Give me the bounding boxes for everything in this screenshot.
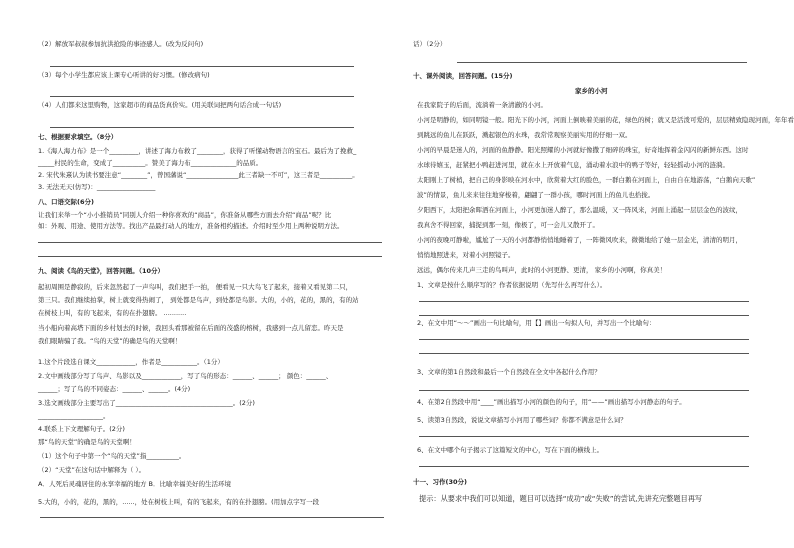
reading-line2: 第三只。我们继续拍掌，树上就变得热闹了， 到处都是鸟声，到处都是鸟影。大的，小的，花的，黑的，有的站: [38, 296, 359, 304]
q10-1: 1、文章是按什么顺序写的？作者依据说明（先写什么再写什么）。: [417, 281, 607, 289]
top-continuation: 话）（2分）: [413, 40, 447, 48]
q4-text: （4）人们都来这里购物，这家超市的商品货真价实。(用关联词把两句话合成一句话): [38, 101, 282, 109]
q9-4-option-a: A．人死后灵魂居住的永享幸福的地方 B．比喻幸福美好的生活环境: [38, 480, 231, 488]
s7-q1: 1.《海人海力布》是一个_________，讲述了海力布救了________，获得了听懂动物语言的宝石。最后为了挽救_: [38, 147, 357, 155]
reading-line3: 在树枝上叫，有的飞起来，有的在扑翅膀。 ...........: [38, 309, 187, 317]
story-p9: 我真舍不得回家，捕捉到那一刻，像极了，可一会儿又散开了。: [417, 221, 599, 229]
answer-line: [419, 466, 749, 467]
story-title: 家乡的小河: [575, 87, 608, 95]
s7-q1b: _____村民的生命，变成了__________。赞美了海力布______________的品质。: [38, 159, 263, 167]
q9-2: 2.文中画线部分写了鸟声、鸟影以及____________，写了鸟的形态：______、______； 颜色：______、: [38, 372, 333, 380]
section10-title: 十、课外阅读，回答问题。(15分): [413, 72, 513, 80]
answer-line: [50, 127, 354, 128]
answer-line: [50, 96, 354, 97]
story-p7: 波”的情景，鱼儿来来往往地穿梭着，翩翩了一群小孩，哪时河面上的鱼儿也拾拢。: [417, 191, 655, 199]
s8-line2: 如：外观、用途、使用方法等。找出产品最打动人的地方，准备相约描述。介绍时至少用上两种说明方法。: [38, 222, 344, 230]
q2-text: （2）解放军叔叔参加抗洪抢险的事迹感人。(改为反问句): [38, 40, 204, 48]
story-p4: 小河的早晨是迷人的，河面的鱼静静。阳光照耀的小河就好像撒了细碎的珠宝，好奇地挥着金闪闪的新鲜东西。这时: [417, 146, 749, 154]
section9-title: 九、阅读《鸟的天堂》，回答问题。（10分）: [38, 267, 165, 275]
answer-line: [40, 517, 384, 518]
q10-3: 3、文章的第1自然段和最后一个自然段在全文中各起什么作用？: [417, 368, 601, 376]
answer-line: [419, 390, 749, 391]
answer-line: [457, 62, 747, 63]
s7-q2: 2. 宋代朱熹认为读书要注意“________”，曾国藩说“________________此三者缺一不可”，这三者是__________。: [38, 171, 359, 179]
q9-5: 5.大的，小的，花的，黑的，......，处在树枝上叫，有的飞起来，有的在扑翅膀。(用加点字写一段: [38, 498, 320, 506]
q9-4-quote: 那“鸟的天堂”的确是鸟的天堂啊！: [38, 438, 136, 446]
story-p2: 小河是明静的，如同明镜一般。阳光下的小河，河面上倒映着美丽的花，绿色的树；就又是活泼可爱的，层层精致隐现河面，年年看: [417, 116, 794, 124]
section7-title: 七、根据要求填空。（8分）: [38, 133, 118, 141]
section8-title: 八、口语交际(6分): [38, 198, 94, 206]
q10-5: 5、读第3自然段，说说文章描写小河用了哪些词？你都不满意是什么词？: [417, 416, 627, 424]
answer-line: [38, 242, 382, 243]
story-p12: 远远，偶尔传来几声三走的鸟叫声，此时的小河更静、更清， 家乡的小河啊，你真美！: [417, 266, 667, 274]
q9-2b: ______；写了鸟的不同姿态：______、______。(4分): [38, 385, 191, 393]
story-p5: 水球待嬉玉，赶紧把小鸭赶进河里，就在水上开放着气息，涌动着水浪中的鸭子等好，轻轻摇动小河的涟漪。: [417, 161, 729, 169]
s7-q3: 3. 无法无天(仿写)：__________________: [38, 183, 156, 191]
q9-4: 4.联系上下文理解句子。(2分): [38, 425, 125, 433]
story-p6: 太阳刚上了树梢，把自己的身影映在河水中，欣赏着大红的脸色，一群白鹅在河面上，自由自在地游荡，“白鹅向天歌”: [417, 176, 756, 184]
q9-3: 3.选文画线部分主要写出了____________________________________。(2分): [38, 399, 255, 407]
story-p11: 悄悄地照进来，对着小河照镜子。: [417, 251, 515, 259]
q3-text: （3）每个小学生都应该上课专心听讲的好习惯。(修改病句): [38, 71, 210, 79]
answer-line: [419, 436, 749, 437]
answer-line: [419, 301, 749, 302]
story-p1: 在我家院子的后面，流淌着一条清澈的小河。: [417, 101, 547, 109]
section11-title: 十一、习作(30分): [413, 478, 467, 486]
answer-line: [419, 339, 749, 340]
s8-line1: 让我们来举一个“小小推销员”同别人介绍一种你喜欢的“商品”，你准备从哪些方面去介绍“商品”呢？比: [38, 211, 332, 219]
q9-4-2: （2）“天堂”在这句话中解释为（ ）。: [38, 466, 146, 474]
essay-prompt: 提示：从要求中我们可以知道，题目可以选择“成功”或“失败”的尝试,先讲充完整题目再写: [419, 494, 703, 503]
q10-2: 2、在文中用“～～”画出一句比喻句，用【】画出一句拟人句，并写出一个比喻句：: [417, 319, 656, 327]
answer-line: [419, 315, 749, 316]
answer-line: [50, 66, 354, 67]
q9-1: 1.这个片段选自课文____________，作者是___________。（1分）: [38, 358, 224, 366]
story-p3: 到跳远的鱼儿在跃跃，溅起银色的水珠，我常常观察美丽实用的仔细一双。: [417, 131, 632, 139]
story-p10: 小河的夜晚可静啦，尴尬了一天的小河都静悄悄地睡着了，一阵微风吹来，微微地给了她一层金光，清清的明月，: [417, 236, 742, 244]
q9-4-1: （1）这个句子中第一个“鸟的天堂”指__________。: [38, 452, 186, 460]
story-p8: 夕阳西下，太阳把余晖洒在河面上，小河更加迷人醉了，那么温暖，又一阵风来，河面上涌起一层层金色的波纹，: [417, 206, 742, 214]
q10-6: 6、在文中哪个句子揭示了这篇短文的中心，写在下面的横线上。: [417, 446, 604, 454]
answer-line: [419, 353, 749, 354]
q10-4: 4、在第2自然段中用“____”画出描写小河的颜色的句子，用“——”画出描写小河静态的句子。: [417, 398, 686, 406]
reading-line1: 起初周围是静寂的，后来忽然起了一声鸟叫，我们把手一拍， 便看见一只大鸟飞了起来，接着又看见第二只，: [38, 283, 353, 291]
reading-line5: 我们眼睛骗了我。“鸟的天堂”的确是鸟的天堂啊！: [38, 337, 182, 345]
reading-line4: 当小船向着高塔下面的乡村划去的时候，我回头看那被留在后面的茂盛的榕树，我感到一点儿留恋。昨天是: [38, 324, 344, 332]
q9-3b: ____________________。: [38, 412, 110, 420]
answer-line: [38, 256, 382, 257]
